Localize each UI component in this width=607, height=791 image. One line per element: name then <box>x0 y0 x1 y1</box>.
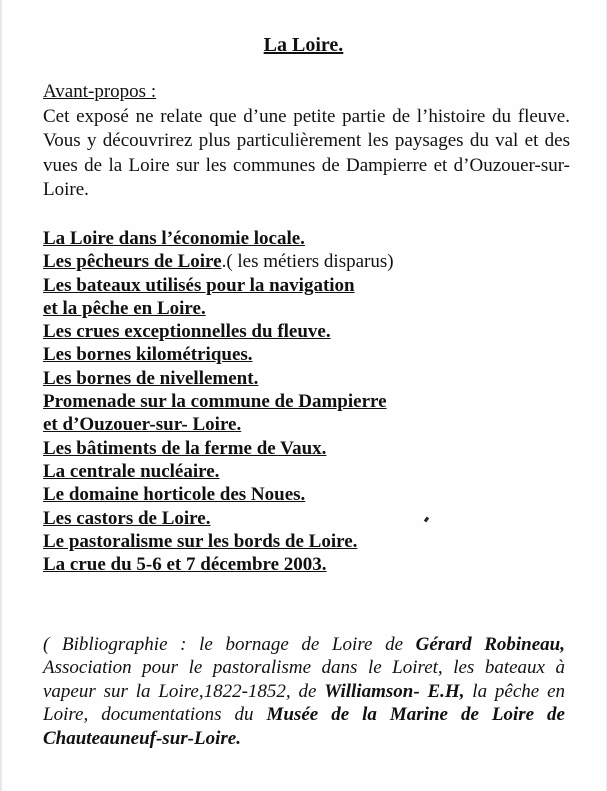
toc-item <box>43 250 463 273</box>
foreword-label: Avant-propos : <box>43 81 157 102</box>
toc-item <box>43 297 463 320</box>
toc-item-label: Promenade sur la commune de Dampierre <box>43 391 387 413</box>
foreword-text: Cet exposé ne relate que d’une petite partie de l’histoire du fleuve. Vous y découvrirez plus particulièrement les paysages du val et des vues de la Loire sur les communes de Dampierre et d’Ouzouer-sur-Loire. <box>43 105 570 200</box>
bibliography-text: Association pour le pastoralisme dans le Loiret, les bateaux à vapeur sur la Loire,1822-1852, de <box>43 657 565 702</box>
bibliography-paragraph <box>43 633 565 750</box>
toc-item-label: Les castors de Loire. <box>43 507 211 529</box>
toc-item <box>43 274 463 297</box>
toc-item-label: La crue du 5-6 et 7 décembre 2003. <box>43 554 327 576</box>
toc-item-label: Les bornes kilométriques. <box>43 344 253 366</box>
bibliography-author-robineau: Gérard Robineau, <box>415 634 566 655</box>
toc-item-note: .( les métiers disparus) <box>221 251 394 273</box>
toc-item <box>43 343 463 366</box>
bibliography-text: ( Bibliographie : le bornage de Loire de <box>43 634 416 655</box>
scan-edge-left <box>0 0 2 791</box>
toc-item-label: Les pêcheurs de Loire <box>43 251 222 273</box>
toc-item <box>43 320 463 343</box>
toc-item-label: Le pastoralisme sur les bords de Loire. <box>43 530 358 552</box>
table-of-contents <box>43 227 463 576</box>
bibliography-author-williamson: Williamson- E.H, <box>324 680 465 702</box>
bibliography-text: la pêche en Loire, documentations du <box>43 680 565 726</box>
toc-item-label: Les bateaux utilisés pour la navigation <box>43 274 355 296</box>
page-title: La Loire. <box>263 34 344 56</box>
toc-item-label: et d’Ouzouer-sur- Loire. <box>43 414 242 436</box>
toc-item-label: Les crues exceptionnelles du fleuve. <box>43 321 331 343</box>
toc-item <box>43 530 463 553</box>
toc-item-label: Les bornes de nivellement. <box>43 367 259 389</box>
toc-item-label: et la pêche en Loire. <box>43 297 206 319</box>
toc-item <box>43 413 463 436</box>
toc-item <box>43 553 463 576</box>
toc-item <box>43 390 463 413</box>
toc-item <box>43 227 463 250</box>
foreword-section <box>43 80 570 203</box>
toc-item <box>43 437 463 460</box>
toc-item <box>43 460 463 483</box>
toc-item-label: Le domaine horticole des Noues. <box>43 484 306 506</box>
toc-item-label: La centrale nucléaire. <box>43 460 220 482</box>
toc-item <box>43 507 463 530</box>
toc-item-label: La Loire dans l’économie locale. <box>43 228 305 249</box>
toc-item-label: Les bâtiments de la ferme de Vaux. <box>43 437 327 459</box>
toc-item <box>43 483 463 506</box>
toc-item <box>43 367 463 390</box>
bibliography-museum: Musée de la Marine de Loire de Chauteauneuf-sur-Loire. <box>43 704 565 749</box>
